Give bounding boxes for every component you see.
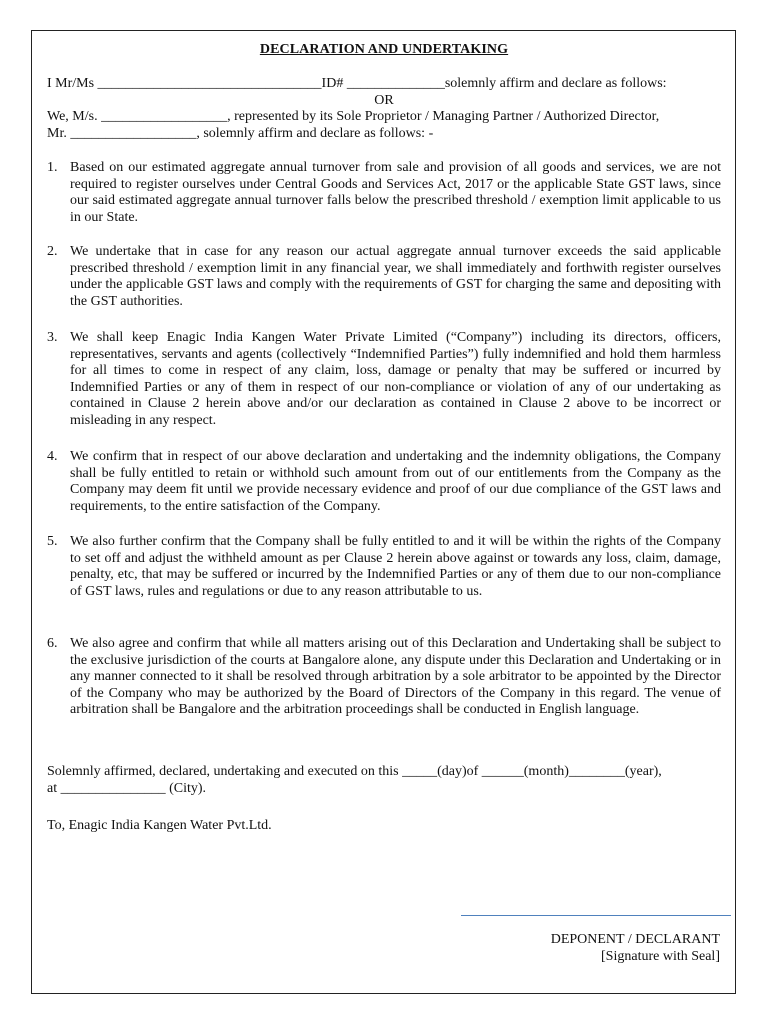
intro-or: OR: [374, 92, 394, 108]
clause-number: 3.: [47, 330, 58, 345]
deponent-label: DEPONENT / DECLARANT: [550, 932, 720, 947]
intro-line-firm: We, M/s. __________________, represented by its Sole Proprietor / Managing Partner / Authorized Director,: [47, 109, 660, 124]
signature-note: [Signature with Seal]: [601, 949, 720, 964]
clause-number: 4.: [47, 449, 58, 464]
clause-item: [47, 160, 721, 226]
intro-block: [47, 76, 721, 142]
addressee: To, Enagic India Kangen Water Pvt.Ltd.: [47, 818, 272, 833]
intro-line-individual: I Mr/Ms ________________________________ID# ______________solemnly affirm and declare as follows:: [47, 76, 667, 91]
clause-number: 5.: [47, 534, 58, 549]
clause-text: Based on our estimated aggregate annual turnover from sale and provision of all goods and services, we are not required to register ourselves under Central Goods and Services Act, 2017 or the applicable State GST laws, since our said estimated aggregate annual turnover falls below the prescribed threshold / exemption limit applicable to us in our State.: [70, 160, 721, 225]
clause-number: 6.: [47, 636, 58, 651]
clause-item: [47, 449, 721, 515]
clause-text: We confirm that in respect of our above declaration and undertaking and the indemnity obligations, the Company shall be fully entitled to retain or withhold such amount from out of our entitlements from the Company as the Company may deem fit until we provide necessary evidence and proof of our due compliance of the GST laws and requirements, to the entire satisfaction of the Company.: [70, 449, 721, 514]
execution-block: [47, 764, 721, 797]
execution-line-date: Solemnly affirmed, declared, undertaking and executed on this _____(day)of ______(month)________(year),: [47, 764, 662, 779]
intro-line-director: Mr. __________________, solemnly affirm and declare as follows: -: [47, 125, 434, 141]
clause-text: We also further confirm that the Company shall be fully entitled to and it will be within the rights of the Company to set off and adjust the withheld amount as per Clause 2 herein above against or towards any loss, claim, damage, penalty, etc, that may be suffered or incurred by the Indemnified Parties or any of them due to our non-compliance of GST laws, rules and regulations or due to any reason attributable to us.: [70, 534, 721, 599]
clause-text: We shall keep Enagic India Kangen Water Private Limited (“Company”) including its directors, officers, representatives, servants and agents (collectively “Indemnified Parties”) fully indemnified and hold them harmless for all times to come in respect of any claim, loss, damage or penalty that may be suffered or incurred by Indemnified Parties or any of them in respect of our non-compliance or violation of any of our undertaking as contained in Clause 2 herein above and/or our declaration as contained in Clause 2 above to be incorrect or misleading in any respect.: [70, 330, 721, 428]
clause-item: [47, 636, 721, 719]
clause-text: We also agree and confirm that while all matters arising out of this Declaration and Undertaking shall be subject to the exclusive jurisdiction of the courts at Bangalore alone, any dispute under this Declaration and Undertaking or in any manner connected to it shall be resolved through arbitration by a sole arbitrator to be appointed by the Director of the Company who may be authorized by the Board of Directors of the Company in this regard. The venue of arbitration shall be Bangalore and the arbitration proceedings shall be conducted in English language.: [70, 636, 721, 717]
clause-item: [47, 330, 721, 429]
clause-text: We undertake that in case for any reason our actual aggregate annual turnover exceeds the said applicable prescribed threshold / exemption limit in any financial year, we shall immediately and forthwith register ourselves under the applicable GST laws and comply with the requirements of GST for charging the same and depositing with the GST authorities.: [70, 244, 721, 309]
document-title: DECLARATION AND UNDERTAKING: [259, 42, 509, 57]
clause-number: 1.: [47, 160, 58, 175]
signature-line: [461, 915, 731, 916]
clause-number: 2.: [47, 244, 58, 259]
execution-line-city: at _______________ (City).: [47, 780, 207, 796]
clause-item: [47, 244, 721, 310]
clause-item: [47, 534, 721, 600]
